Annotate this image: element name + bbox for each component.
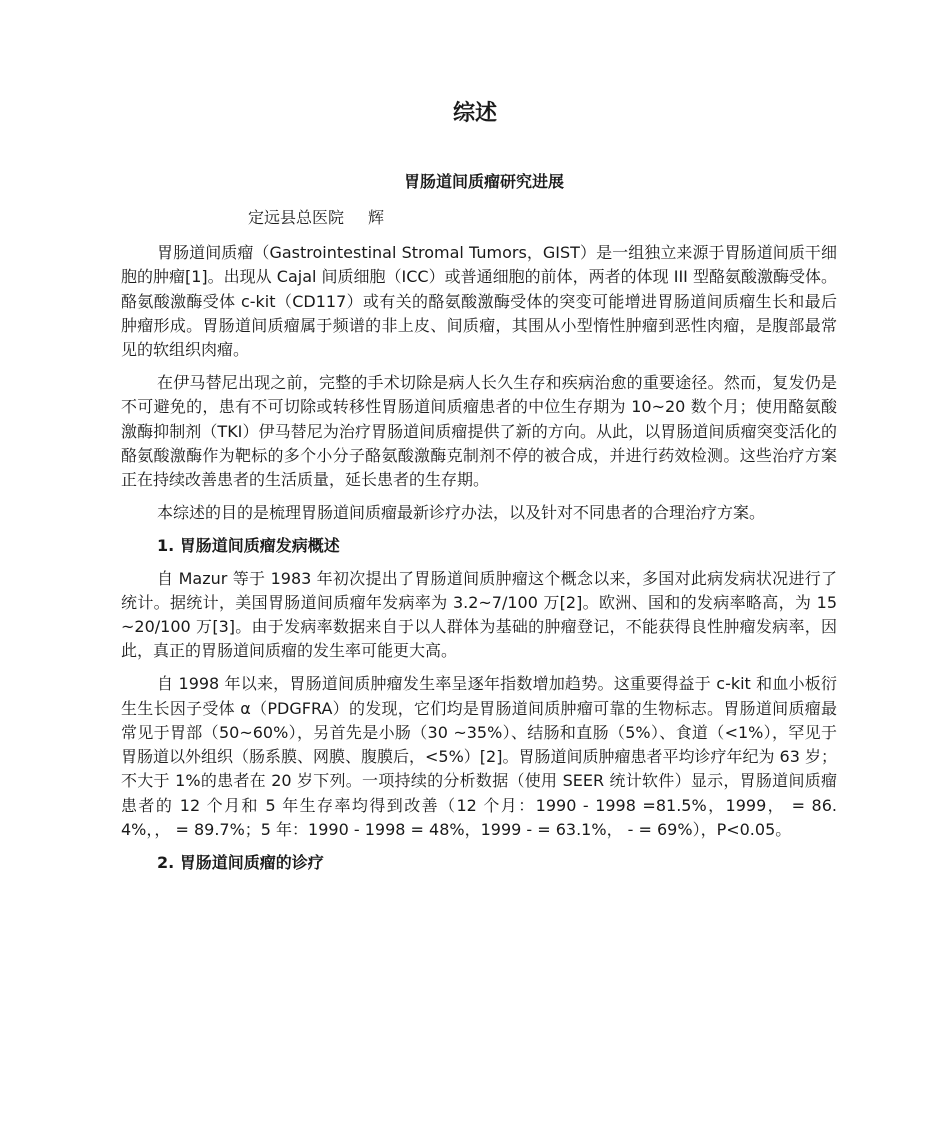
paragraph-intro: 胃肠道间质瘤（Gastrointestinal Stromal Tumors，GIST）是一组独立来源于胃肠道间质干细胞的肿瘤[1]。出现从 Cajal 间质细胞（ICC）或普通细胞的前体，两者的体现 III 型酪氨酸激酶受体。酪氨酸激酶受体 c-kit（CD117）或有关的酪氨酸激酶受体的突变可能增进胃肠道间质瘤生长和最后肿瘤形成。胃肠道间质瘤属于频谱的非上皮、间质瘤，其围从小型惰性肿瘤到恶性肉瘤，是腹部最常见的软组织肉瘤。 <box>121 243 837 360</box>
author-name: 辉 <box>368 208 385 227</box>
author-line <box>248 206 384 230</box>
paragraph-incidence: 自 Mazur 等于 1983 年初次提出了胃肠道间质肿瘤这个概念以来，多国对此病发病状况进行了统计。据统计，美国胃肠道间质瘤年发病率为 3.2~7/100 万[2]。欧洲、国和的发病率略高，为 15~20/100 万[3]。由于发病率数据来自于以人群体为基础的肿瘤登记，不能获得良性肿瘤发病率，因此，真正的胃肠道间质瘤的发生率可能更大高。 <box>121 568 837 661</box>
paragraph-imatinib: 在伊马替尼出现之前，完整的手术切除是病人长久生存和疾病治愈的重要途径。然而，复发仍是不可避免的，患有不可切除或转移性胃肠道间质瘤患者的中位生存期为 10~20 数个月；使用酪氨酸激酶抑制剂（TKI）伊马替尼为治疗胃肠道间质瘤提供了新的方向。从此，以胃肠道间质瘤突变活化的酪氨酸激酶作为靶标的多个小分子酪氨酸激酶克制剂不停的被合成，并进行药效检测。这些治疗方案正在持续改善患者的生活质量，延长患者的生存期。 <box>121 372 837 490</box>
paragraph-purpose: 本综述的目的是梳理胃肠道间质瘤最新诊疗办法，以及针对不同患者的合理治疗方案。 <box>157 502 766 522</box>
section-heading-2: 2. 胃肠道间质瘤的诊疗 <box>157 852 324 872</box>
document-title: 综述 <box>452 101 497 126</box>
paragraph-trends: 自 1998 年以来，胃肠道间质肿瘤发生率呈逐年指数增加趋势。这重要得益于 c-kit 和血小板衍生生长因子受体 α（PDGFRA）的发现，它们均是胃肠道间质肿瘤可靠的生物标志。胃肠道间质瘤最常见于胃部（50~60%），另首先是小肠（30 ~35%）、结肠和直肠（5%）、食道（<1%），罕见于胃肠道以外组织（肠系膜、网膜、腹膜后，<5%）[2]。胃肠道间质肿瘤患者平均诊疗年纪为 63 岁；不大于 1%的患者在 20 岁下列。一项持续的分析数据（使用 SEER 统计软件）显示，胃肠道间质瘤患者的 12 个月和 5 年生存率均得到改善（12 个月：1990 - 1998 =81.5%，1999， = 86.4%，， = 89.7%；5 年：1990 - 1998 = 48%，1999 - = 63.1%， - = 69%），P<0.05。 <box>121 674 837 840</box>
article-body <box>121 241 837 884</box>
article-title: 胃肠道间质瘤研究进展 <box>404 172 565 191</box>
section-heading-1: 1. 胃肠道间质瘤发病概述 <box>157 535 340 555</box>
author-affiliation: 定远县总医院 <box>248 208 345 227</box>
